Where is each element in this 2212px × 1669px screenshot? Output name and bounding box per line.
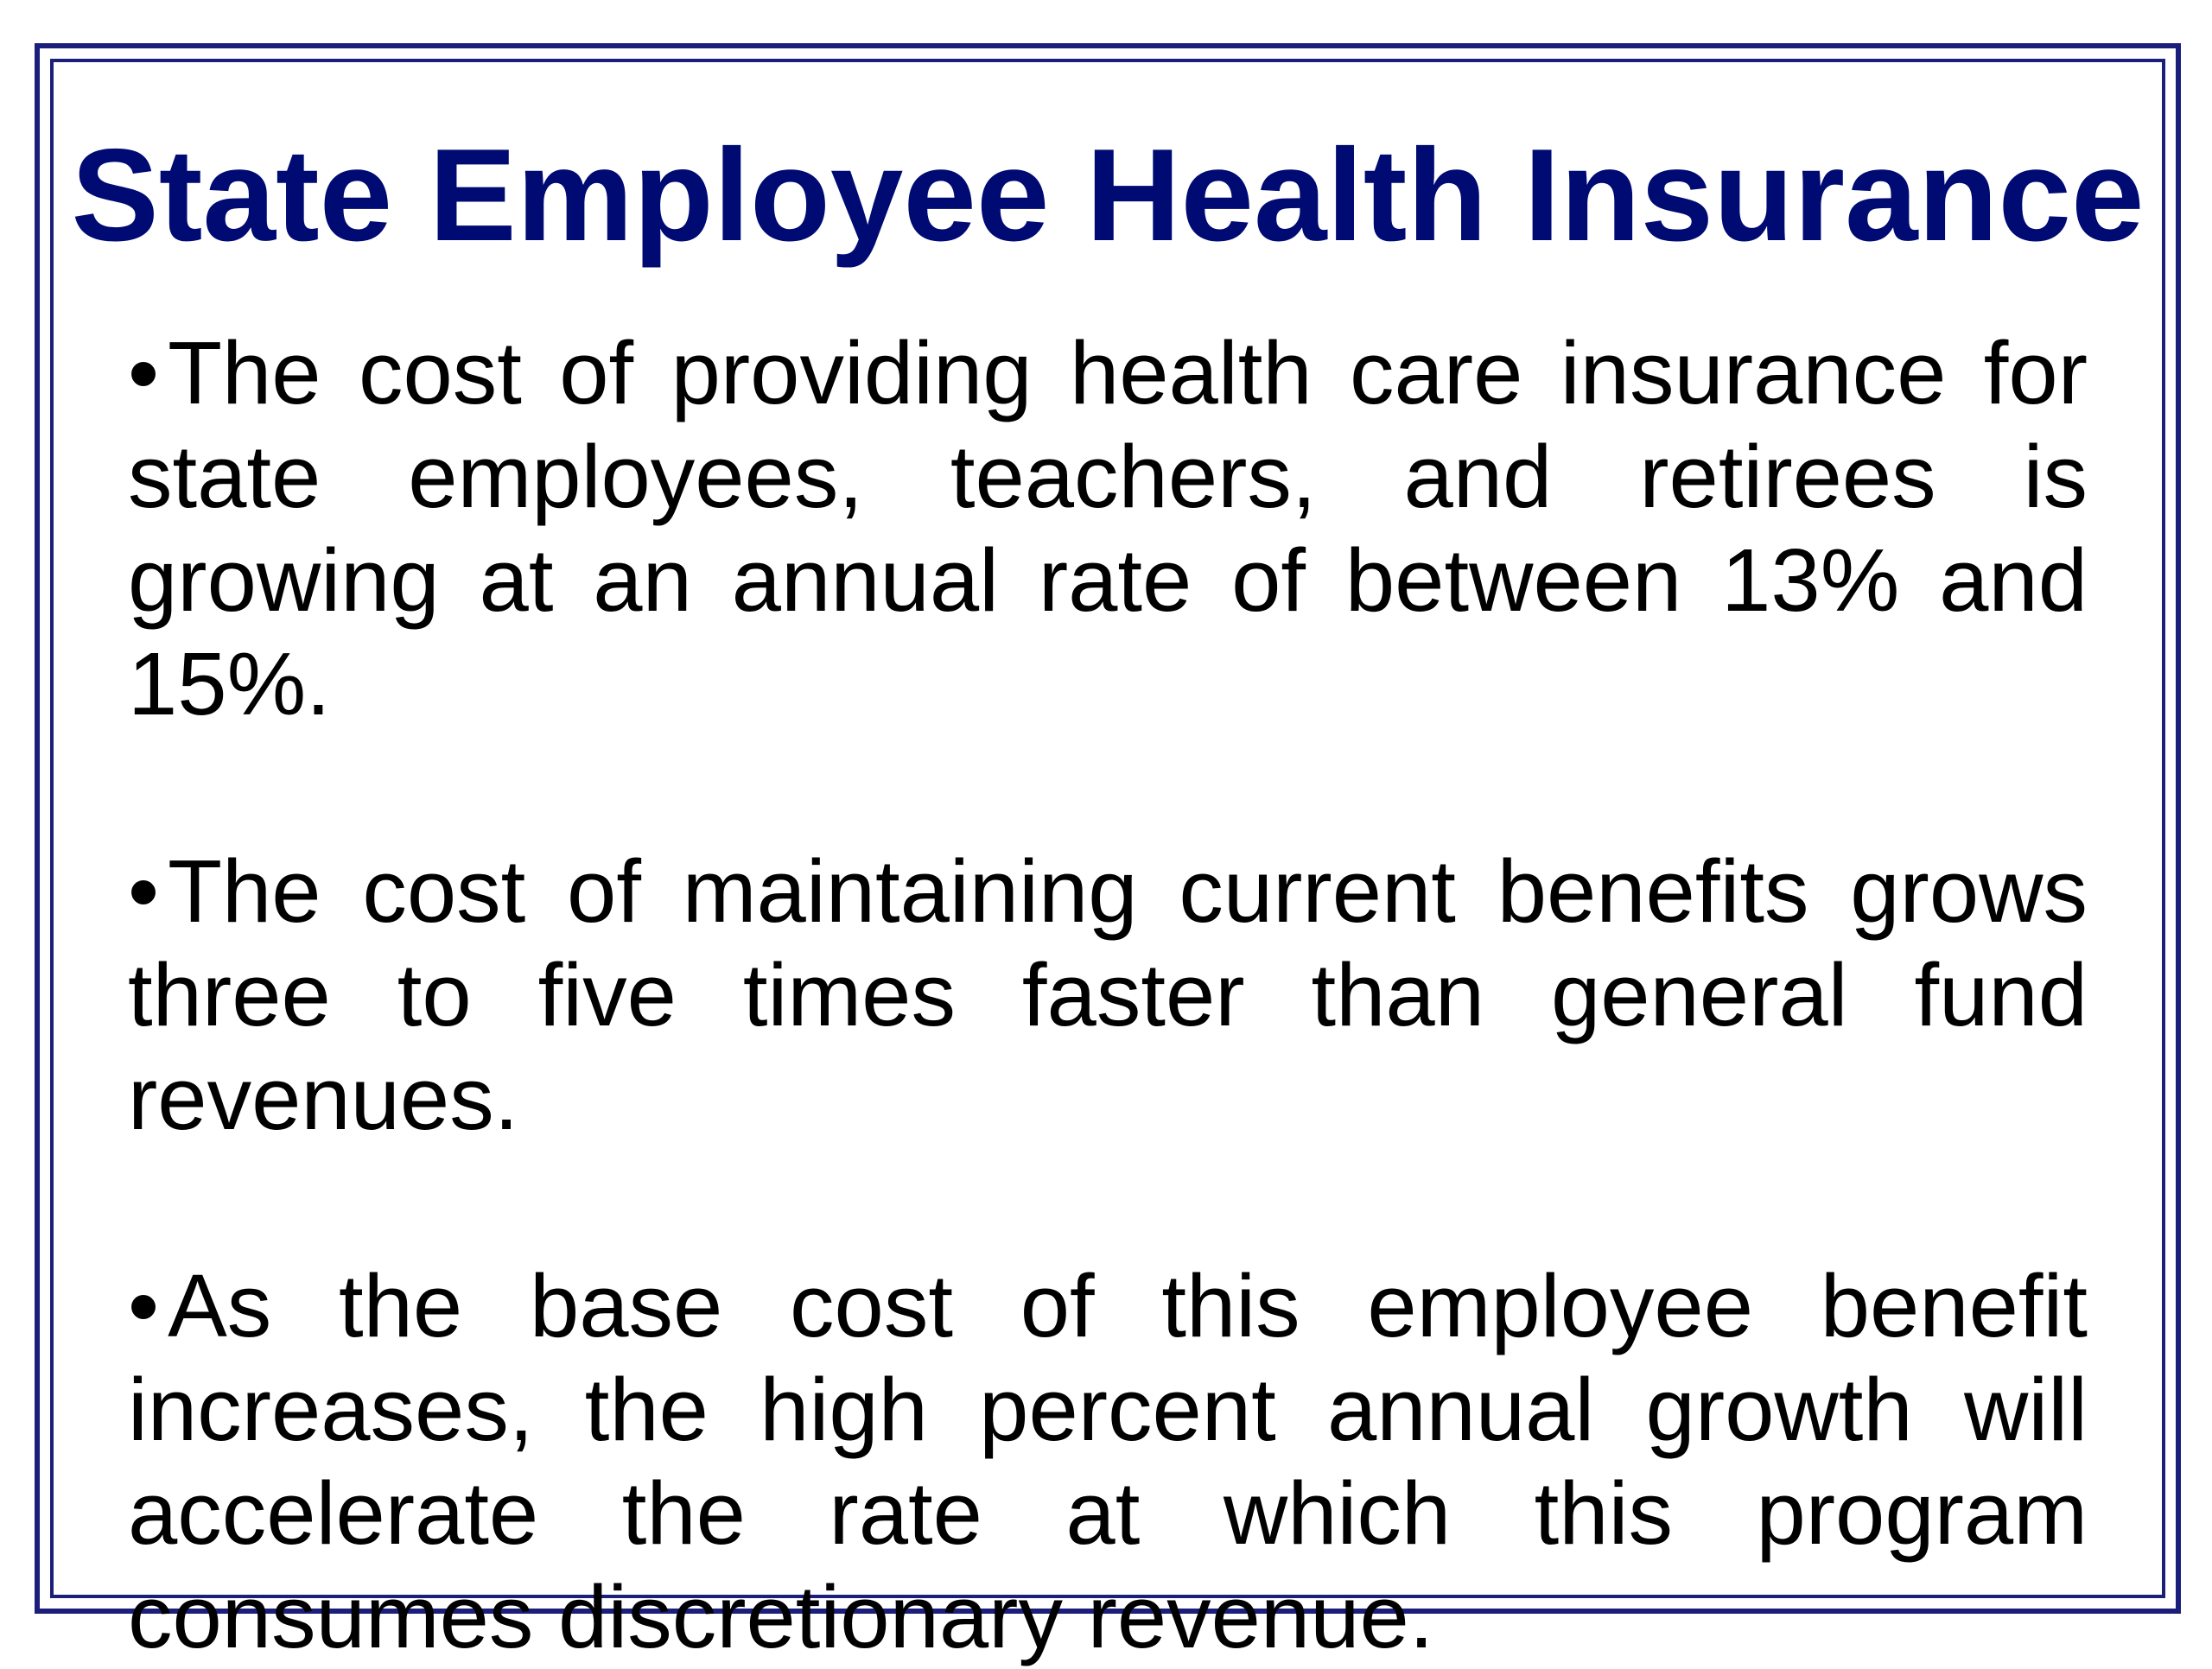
bullet-text: The cost of providing health care insurance for state employees, teachers, and retirees is growing at an annual rate of between 13% and 15%.	[128, 323, 2088, 733]
bullet-icon: •	[128, 1256, 160, 1355]
bullet-icon: •	[128, 323, 160, 422]
bullet-item	[128, 1254, 2088, 1669]
slide-title: State Employee Health Insurance	[71, 122, 2145, 269]
bullet-text: As the base cost of this employee benefit increases, the high percent annual growth will accelerate the rate at which this program consumes discretionary revenue.	[128, 1256, 2088, 1666]
bullet-item	[128, 840, 2088, 1151]
slide-border-outer	[35, 43, 2181, 1666]
bullet-item	[128, 321, 2088, 736]
slide-body	[128, 321, 2088, 1669]
slide-border-gap	[45, 54, 2171, 1666]
slide-panel	[50, 59, 2165, 1666]
bullet-text: The cost of maintaining current benefits grows three to five times faster than general fund revenues.	[128, 841, 2088, 1148]
bullet-icon: •	[128, 841, 160, 941]
